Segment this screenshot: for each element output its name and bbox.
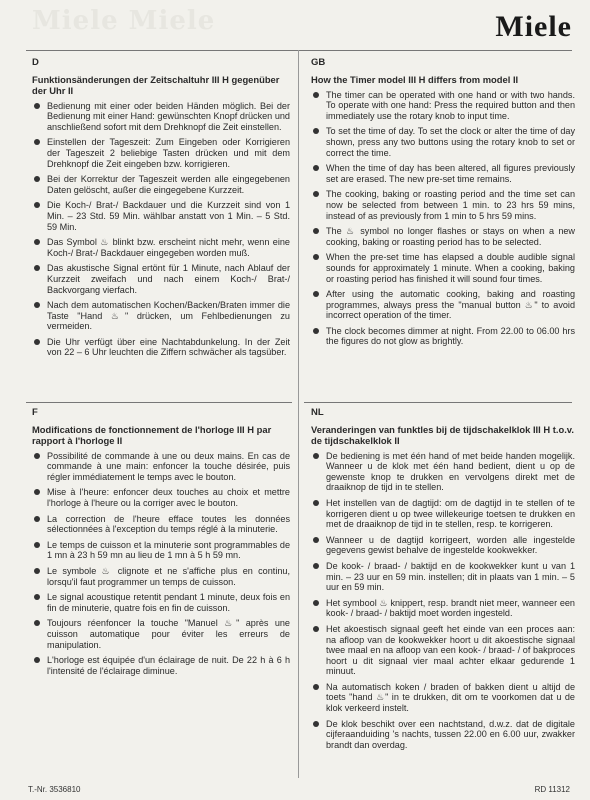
- list-item: Toujours réenfoncer la touche "Manuel ♨" après une cuisson automatique pour éviter les erreurs de manipulation.: [28, 618, 290, 650]
- bullet-icon: [34, 302, 40, 308]
- list-item: Het symbool ♨ knippert, resp. brandt niet meer, wanneer een kook- / braad- / baktijd moet worden ingesteld.: [307, 598, 575, 619]
- bullet-icon: [313, 537, 319, 543]
- bullet-icon: [34, 620, 40, 626]
- faded-logo-watermark: Miele Miele: [32, 6, 216, 36]
- bullet-icon: [34, 239, 40, 245]
- list-item: The ♨ symbol no longer flashes or stays on when a new cooking, baking or roasting period has to be selected.: [307, 226, 575, 247]
- bullet-icon: [313, 563, 319, 569]
- bullet-icon: [34, 339, 40, 345]
- part-number: T.-Nr. 3536810: [28, 785, 81, 794]
- list-item: The clock becomes dimmer at night. From 22.00 to 06.00 hrs the figures do not glow as brightly.: [307, 326, 575, 347]
- bullet-icon: [313, 228, 319, 234]
- bullet-icon: [34, 453, 40, 459]
- instruction-list: [307, 451, 575, 751]
- bullet-icon: [34, 594, 40, 600]
- bullet-icon: [313, 684, 319, 690]
- list-item: De bediening is met één hand of met beide handen mogelijk. Wanneer u de klok met één hand bedient, dient u op de gewenste knop te drukken en vervolgens direkt met de draaiknop de tijd in te stellen.: [307, 451, 575, 493]
- list-item: When the pre-set time has elapsed a double audible signal sounds for approximately 1 minute. When a cooking, baking or roasting period has finished it will sound four times.: [307, 252, 575, 284]
- list-item: De kook- / braad- / baktijd en de kookwekker kunt u van 1 min. – 23 uur en 59 min. instellen; dit in plaats van 1 min. – 5 uur en 59 min.: [307, 561, 575, 593]
- bullet-icon: [313, 92, 319, 98]
- bullet-icon: [34, 103, 40, 109]
- bullet-icon: [313, 291, 319, 297]
- bullet-icon: [313, 721, 319, 727]
- list-item: Possibilité de commande à une ou deux mains. En cas de commande à une main: enfoncer la touche désirée, puis régler immédiatement le temps avec le bouton.: [28, 451, 290, 483]
- list-item: Nach dem automatischen Kochen/Backen/Braten immer die Taste "Hand ♨" drücken, um Fehlbedienungen zu vermeiden.: [28, 300, 290, 332]
- bullet-icon: [313, 254, 319, 260]
- list-item: Wanneer u de dagtijd korrigeert, worden alle ingestelde gegevens gewist behalve de ingestelde kookwekker.: [307, 535, 575, 556]
- list-item: Het akoestisch signaal geeft het einde van een proces aan: na afloop van de kookwekker hoort u dit akoestische signaal twee maal en na afloop van een kook- / braad- / of bakproces hoort u dit signaal vier maal achter elkaar gedurende 1 minuut.: [307, 624, 575, 677]
- bullet-icon: [34, 542, 40, 548]
- bullet-icon: [313, 453, 319, 459]
- section-divider-right: [304, 402, 572, 403]
- instruction-list: [307, 90, 575, 347]
- list-item: The timer can be operated with one hand or with two hands. To operate with one hand: Press the required button and then immediately use the rotary knob to input time.: [307, 90, 575, 122]
- bullet-icon: [313, 328, 319, 334]
- bullet-icon: [34, 139, 40, 145]
- bullet-icon: [34, 657, 40, 663]
- list-item: Na automatisch koken / braden of bakken dient u altijd de toets "hand ♨" in te drukken, dit om te voorkomen dat u de klok verkeerd instelt.: [307, 682, 575, 714]
- list-item: Die Uhr verfügt über eine Nachtabdunkelung. In der Zeit von 22 – 6 Uhr leuchten die Ziffern schwächer als tagsüber.: [28, 337, 290, 358]
- list-item: Einstellen der Tageszeit: Zum Eingeben oder Korrigieren der Tageszeit 2 beliebige Tasten drücken und mit dem Drehknopf die Zeit eingeben bzw. korrigieren.: [28, 137, 290, 169]
- bullet-icon: [34, 516, 40, 522]
- instruction-list: [28, 451, 290, 677]
- bullet-icon: [313, 191, 319, 197]
- section-fr: [28, 408, 290, 681]
- list-item: Le symbole ♨ clignote et ne s'affiche plus en continu, lorsqu'il faut programmer un temps de cuisson.: [28, 566, 290, 587]
- list-item: Het instellen van de dagtijd: om de dagtijd in te stellen of te korrigeren dient u op twee willekeurige toetsen te drukken en met de draaiknop de tijd in te stellen, resp. te korrigeren.: [307, 498, 575, 530]
- list-item: Das akustische Signal ertönt für 1 Minute, nach Ablauf der Kurzzeit zweifach und nach einem Koch-/ Brat-/ Backvorgang vierfach.: [28, 263, 290, 295]
- list-item: To set the time of day. To set the clock or alter the time of day shown, press any two buttons using the rotary knob to set or correct the time.: [307, 126, 575, 158]
- bullet-icon: [34, 568, 40, 574]
- language-code: NL: [311, 407, 324, 418]
- list-item: L'horloge est équipée d'un éclairage de nuit. De 22 h à 6 h l'intensité de l'éclairage diminue.: [28, 655, 290, 676]
- document-code: RD 11312: [534, 785, 570, 794]
- list-item: When the time of day has been altered, all figures previously set are erased. The new pre-set time remains.: [307, 163, 575, 184]
- section-divider-left: [26, 402, 292, 403]
- list-item: Mise à l'heure: enfoncer deux touches au choix et mettre l'horloge à l'heure ou la corriger avec le bouton.: [28, 487, 290, 508]
- bullet-icon: [313, 128, 319, 134]
- list-item: After using the automatic cooking, baking and roasting programmes, always press the "manual button ♨" to avoid incorrect operation of the timer.: [307, 289, 575, 321]
- language-code: GB: [311, 57, 326, 68]
- bullet-icon: [313, 600, 319, 606]
- section-gb: [307, 58, 575, 352]
- bullet-icon: [34, 265, 40, 271]
- section-title: Modifications de fonctionnement de l'horloge III H par rapport à l'horloge II: [32, 423, 272, 446]
- language-code: F: [32, 407, 38, 418]
- bullet-icon: [34, 176, 40, 182]
- list-item: Le signal acoustique retentit pendant 1 minute, deux fois en fin de minuterie, quatre fois en fin de cuisson.: [28, 592, 290, 613]
- language-code: D: [32, 57, 39, 68]
- section-nl: [307, 408, 575, 755]
- section-title: How the Timer model III H differs from model II: [311, 73, 519, 85]
- list-item: La correction de l'heure efface toutes les données sélectionnées à l'exception du temps réglé à la minuterie.: [28, 514, 290, 535]
- list-item: Bei der Korrektur der Tageszeit werden alle eingegebenen Daten gelöscht, außer die eingegebene Kurzzeit.: [28, 174, 290, 195]
- column-divider: [298, 50, 299, 778]
- list-item: Die Koch-/ Brat-/ Backdauer und die Kurzzeit sind von 1 Min. – 23 Std. 59 Min. wählbar anstatt von 1 Min. – 5 Std. 59 Min.: [28, 200, 290, 232]
- list-item: Bedienung mit einer oder beiden Händen möglich. Bei der Bedienung mit einer Hand: gewünschten Knopf drücken und anschließend sofort mit dem Drehknopf die Zeit einstellen.: [28, 101, 290, 133]
- list-item: De klok beschikt over een nachtstand, d.w.z. dat de digitale cijferaanduiding 's nachts, tussen 22.00 en 6.00 uur, zwakker brandt dan overdag.: [307, 719, 575, 751]
- section-title: Funktionsänderungen der Zeitschaltuhr III H gegenüber der Uhr II: [32, 73, 280, 96]
- bullet-icon: [34, 489, 40, 495]
- miele-logo: Miele: [495, 10, 572, 43]
- list-item: Le temps de cuisson et la minuterie sont programmables de 1 mn à 23 h 59 mn au lieu de 1 mn à 5 h 59 mn.: [28, 540, 290, 561]
- bullet-icon: [313, 500, 319, 506]
- bullet-icon: [313, 626, 319, 632]
- bullet-icon: [313, 165, 319, 171]
- bullet-icon: [34, 202, 40, 208]
- section-de: [28, 58, 290, 363]
- list-item: The cooking, baking or roasting period and the time set can now be selected from between 1 min. to 23 hrs 59 mins, instead of as previously from 1 min to 5 hrs 59 mins.: [307, 189, 575, 221]
- instruction-list: [28, 101, 290, 358]
- top-rule: [26, 50, 572, 51]
- list-item: Das Symbol ♨ blinkt bzw. erscheint nicht mehr, wenn eine Koch-/ Brat-/ Backdauer eingegeben worden muß.: [28, 237, 290, 258]
- section-title: Veranderingen van funktles bij de tijdschakelklok III H t.o.v. de tijdschakelklok II: [311, 423, 574, 446]
